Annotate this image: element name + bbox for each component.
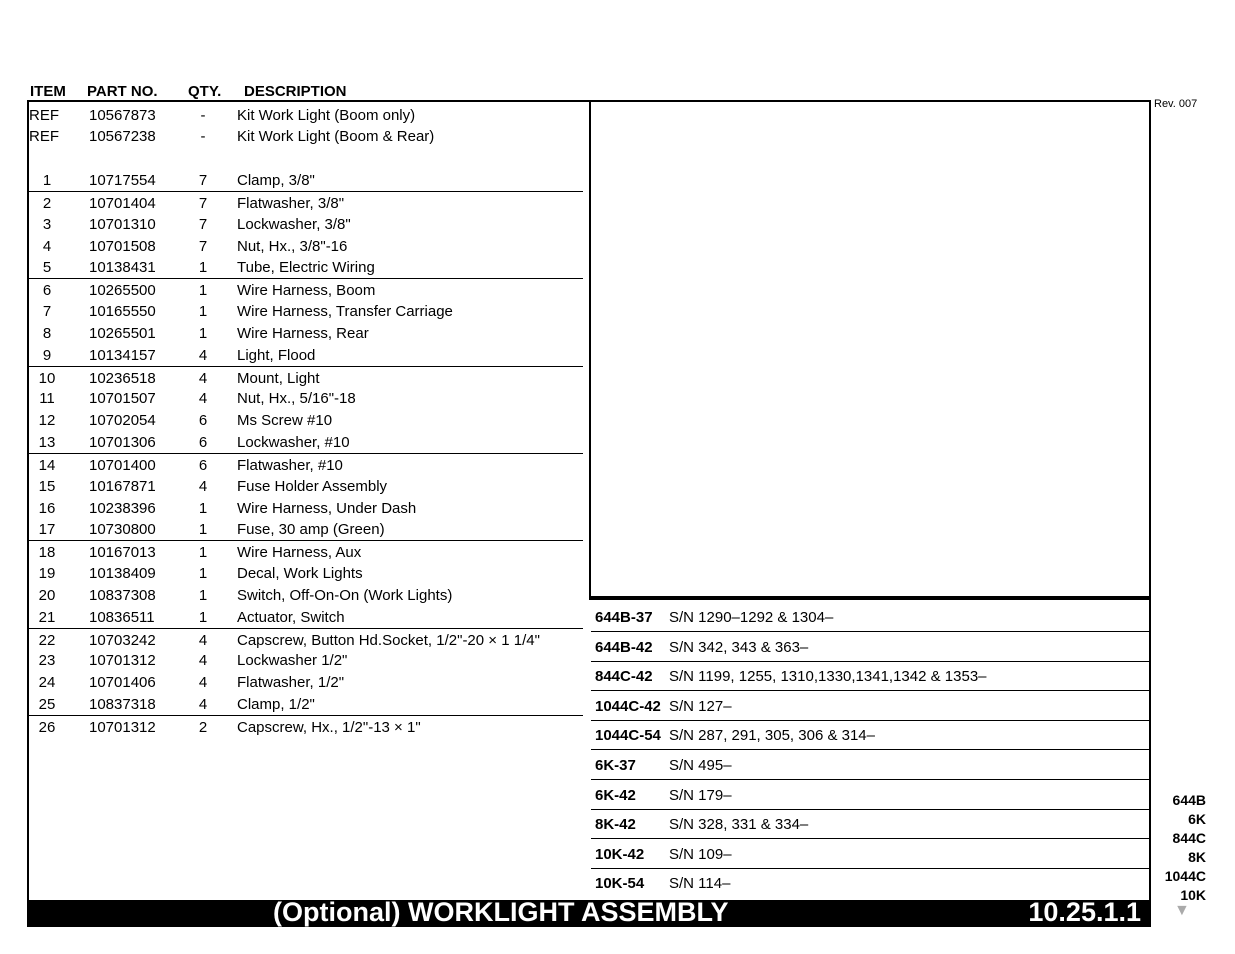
part-number: 10701306 (89, 434, 156, 451)
quantity: 7 (198, 172, 208, 189)
item-number: 2 (42, 195, 52, 212)
header-part-no: PART NO. (87, 83, 158, 100)
quantity: 1 (198, 303, 208, 320)
part-number: 10837308 (89, 587, 156, 604)
item-number: 13 (38, 434, 56, 451)
description: Nut, Hx., 5/16"-18 (237, 390, 356, 407)
quantity: 1 (198, 609, 208, 626)
description: Wire Harness, Transfer Carriage (237, 303, 453, 320)
serial-row (591, 750, 1149, 780)
table-row (29, 213, 583, 234)
table-row (29, 191, 583, 213)
item-number: 12 (38, 412, 56, 429)
quantity: 2 (198, 719, 208, 736)
header-qty: QTY. (188, 83, 222, 100)
description: Flatwasher, #10 (237, 457, 343, 474)
table-row (29, 693, 583, 714)
description: Fuse Holder Assembly (237, 478, 388, 495)
table-row (29, 344, 583, 365)
part-number: 10138431 (89, 259, 156, 276)
part-number: 10265501 (89, 325, 156, 342)
serial-row (591, 839, 1149, 869)
serial-row (591, 632, 1149, 662)
quantity: 4 (198, 696, 208, 713)
description: Fuse, 30 amp (Green) (237, 521, 385, 538)
page-number: 10.25.1.1 (1028, 897, 1141, 927)
table-row (29, 256, 583, 277)
serial-range: S/N 342, 343 & 363– (669, 639, 809, 656)
quantity: 4 (198, 652, 208, 669)
description: Capscrew, Hx., 1/2"-13 × 1" (237, 719, 421, 736)
part-number: 10701404 (89, 195, 156, 212)
description: Ms Screw #10 (237, 412, 333, 429)
serial-range: S/N 1290–1292 & 1304– (669, 609, 834, 626)
model-code: 644B-42 (595, 639, 653, 656)
quantity: 1 (198, 544, 208, 561)
part-number: 10836511 (89, 609, 155, 626)
quantity: 1 (198, 500, 208, 517)
item-number: 21 (38, 609, 56, 626)
serial-row (591, 868, 1149, 897)
quantity: 6 (198, 412, 208, 429)
quantity: 1 (198, 565, 208, 582)
quantity: 6 (198, 457, 208, 474)
description: Nut, Hx., 3/8"-16 (237, 238, 348, 255)
item-number: 24 (38, 674, 56, 691)
quantity: - (200, 128, 206, 145)
table-row (29, 475, 583, 496)
model-code: 6K-37 (595, 757, 636, 774)
item-number: REF (29, 107, 59, 124)
item-number: 7 (42, 303, 52, 320)
table-row (29, 649, 583, 670)
header-item: ITEM (30, 83, 66, 100)
item-number: 14 (38, 457, 56, 474)
description: Wire Harness, Under Dash (237, 500, 417, 517)
item-number: 25 (38, 696, 56, 713)
quantity: 4 (198, 390, 208, 407)
item-number: 23 (38, 652, 56, 669)
part-number: 10134157 (89, 347, 156, 364)
part-number: 10701312 (89, 652, 156, 669)
table-row (29, 366, 583, 388)
table-row (29, 300, 583, 321)
part-number: 10567873 (89, 107, 156, 124)
description: Kit Work Light (Boom & Rear) (237, 128, 435, 145)
item-number: 9 (42, 347, 52, 364)
description: Wire Harness, Boom (237, 282, 376, 299)
description: Tube, Electric Wiring (237, 259, 375, 276)
page-title: (Optional) WORKLIGHT ASSEMBLY (273, 897, 729, 927)
down-arrow-icon: ▼ (1174, 902, 1190, 919)
item-number: 8 (42, 325, 52, 342)
quantity: - (200, 107, 206, 124)
description: Mount, Light (237, 370, 320, 387)
model-code: 6K-42 (595, 787, 636, 804)
item-number: 4 (42, 238, 52, 255)
description: Lockwasher, #10 (237, 434, 350, 451)
table-row (29, 540, 583, 562)
quantity: 4 (198, 632, 208, 649)
part-number: 10701400 (89, 457, 156, 474)
serial-range: S/N 109– (669, 846, 732, 863)
table-row (29, 606, 583, 627)
description: Flatwasher, 1/2" (237, 674, 345, 691)
quantity: 4 (198, 674, 208, 691)
page-footer (27, 897, 1151, 927)
description: Light, Flood (237, 347, 316, 364)
part-number: 10701507 (89, 390, 156, 407)
model-tab: 1044C (1164, 868, 1206, 884)
table-row (29, 169, 583, 190)
description: Capscrew, Button Hd.Socket, 1/2"-20 × 1 1/4" (237, 632, 540, 649)
quantity: 1 (198, 521, 208, 538)
quantity: 4 (198, 370, 208, 387)
serial-range: S/N 495– (669, 757, 732, 774)
part-number: 10701406 (89, 674, 156, 691)
part-number: 10717554 (89, 172, 156, 189)
table-row (29, 453, 583, 475)
item-number: 1 (42, 172, 52, 189)
item-number: 20 (38, 587, 56, 604)
item-number: 10 (38, 370, 56, 387)
table-row (29, 431, 583, 452)
description: Wire Harness, Rear (237, 325, 369, 342)
table-row (29, 409, 583, 430)
item-number: 18 (38, 544, 56, 561)
quantity: 4 (198, 347, 208, 364)
item-number: 26 (38, 719, 56, 736)
quantity: 1 (198, 259, 208, 276)
item-number: 19 (38, 565, 56, 582)
part-number: 10837318 (89, 696, 156, 713)
item-number: 3 (42, 216, 52, 233)
table-row (29, 715, 583, 737)
quantity: 1 (198, 325, 208, 342)
quantity: 7 (198, 238, 208, 255)
illustration-panel (589, 100, 1151, 600)
part-number: 10730800 (89, 521, 156, 538)
item-number: 5 (42, 259, 52, 276)
serial-range: S/N 127– (669, 698, 732, 715)
description: Clamp, 1/2" (237, 696, 315, 713)
serial-range: S/N 179– (669, 787, 732, 804)
item-number: 22 (38, 632, 56, 649)
description: Lockwasher 1/2" (237, 652, 348, 669)
serial-row (591, 602, 1149, 632)
model-code: 10K-54 (595, 875, 645, 892)
description: Lockwasher, 3/8" (237, 216, 351, 233)
model-code: 844C-42 (595, 668, 653, 685)
part-number: 10167871 (89, 478, 156, 495)
model-tab: 644B (1172, 792, 1206, 808)
part-number: 10238396 (89, 500, 156, 517)
revision-label: Rev. 007 (1154, 98, 1198, 110)
part-number: 10701508 (89, 238, 156, 255)
table-row (29, 562, 583, 583)
model-code: 1044C-42 (595, 698, 661, 715)
part-number: 10567238 (89, 128, 156, 145)
item-number: 15 (38, 478, 56, 495)
part-number: 10165550 (89, 303, 156, 320)
table-row (29, 235, 583, 256)
description: Flatwasher, 3/8" (237, 195, 345, 212)
quantity: 7 (198, 195, 208, 212)
description: Kit Work Light (Boom only) (237, 107, 416, 124)
serial-range: S/N 287, 291, 305, 306 & 314– (669, 727, 875, 744)
table-row (29, 671, 583, 692)
table-row (29, 497, 583, 518)
model-tab: 8K (1188, 849, 1206, 865)
serial-row (591, 780, 1149, 810)
quantity: 7 (198, 216, 208, 233)
description: Decal, Work Lights (237, 565, 363, 582)
serial-range: S/N 328, 331 & 334– (669, 816, 809, 833)
description: Wire Harness, Aux (237, 544, 362, 561)
model-code: 644B-37 (595, 609, 653, 626)
model-tab: 844C (1172, 830, 1206, 846)
model-code: 1044C-54 (595, 727, 661, 744)
part-number: 10236518 (89, 370, 156, 387)
item-number: 6 (42, 282, 52, 299)
table-row (29, 518, 583, 539)
table-row (29, 628, 583, 650)
part-number: 10701310 (89, 216, 156, 233)
description: Actuator, Switch (237, 609, 345, 626)
table-row (29, 322, 583, 343)
serial-row (591, 691, 1149, 721)
table-row (29, 278, 583, 300)
description: Clamp, 3/8" (237, 172, 315, 189)
model-tab: 6K (1188, 811, 1206, 827)
part-number: 10703242 (89, 632, 156, 649)
serial-row (591, 720, 1149, 750)
header-description: DESCRIPTION (244, 83, 347, 100)
table-row (29, 104, 583, 125)
model-code: 10K-42 (595, 846, 645, 863)
item-number: 11 (39, 390, 55, 407)
item-number: 17 (38, 521, 56, 538)
serial-row (591, 809, 1149, 839)
model-code: 8K-42 (595, 816, 636, 833)
serial-range: S/N 114– (669, 875, 731, 892)
item-number: 16 (38, 500, 56, 517)
quantity: 1 (198, 282, 208, 299)
description: Switch, Off-On-On (Work Lights) (237, 587, 453, 604)
part-number: 10167013 (89, 544, 156, 561)
part-number: 10702054 (89, 412, 156, 429)
quantity: 1 (198, 587, 208, 604)
table-row (29, 584, 583, 605)
part-number: 10265500 (89, 282, 156, 299)
part-number: 10701312 (89, 719, 156, 736)
serial-row (591, 661, 1149, 691)
quantity: 4 (198, 478, 208, 495)
item-number: REF (29, 128, 59, 145)
table-row (29, 125, 583, 146)
quantity: 6 (198, 434, 208, 451)
table-row (29, 387, 583, 408)
model-tab: 10K (1180, 887, 1206, 903)
part-number: 10138409 (89, 565, 156, 582)
serial-range: S/N 1199, 1255, 1310,1330,1341,1342 & 1353– (669, 668, 987, 685)
